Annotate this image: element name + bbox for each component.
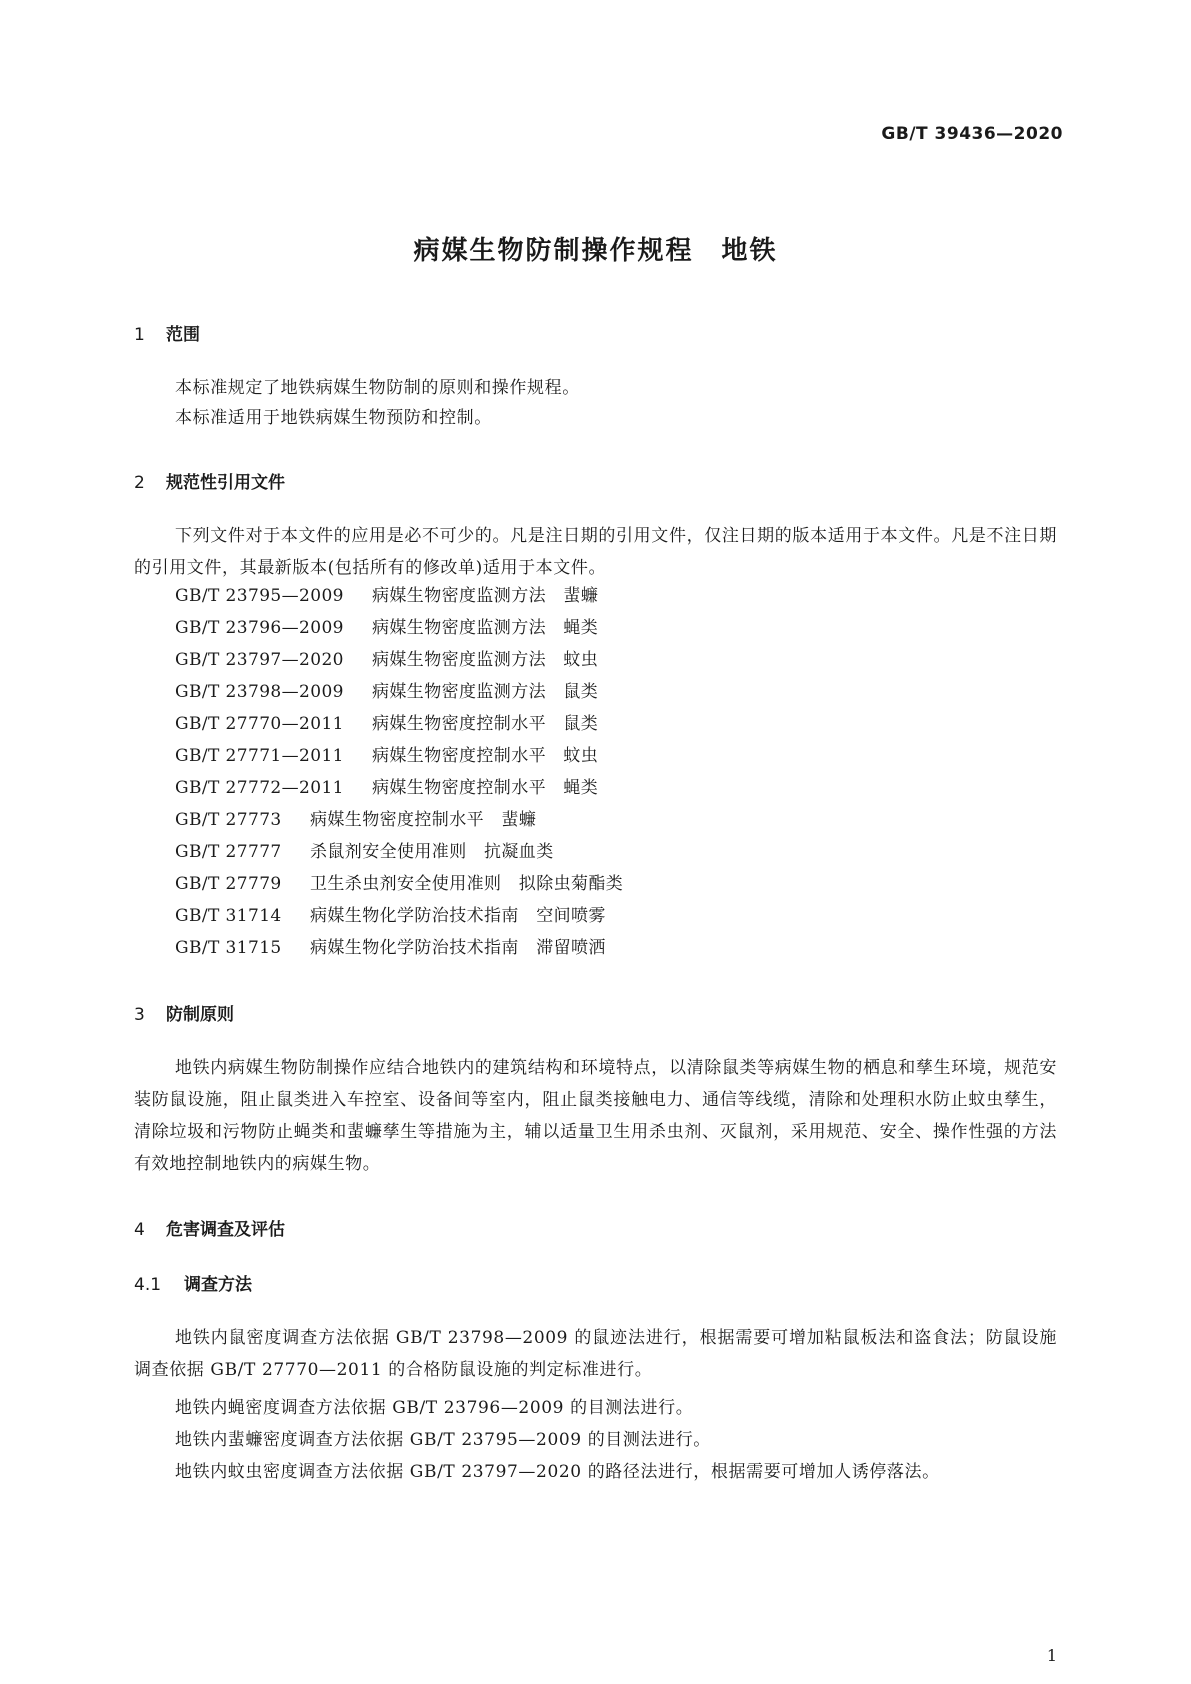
reference-code: GB/T 27771—2011 — [175, 746, 344, 766]
section-1-heading — [134, 320, 200, 345]
section-1-line-1: 本标准规定了地铁病媒生物防制的原则和操作规程。 — [175, 378, 580, 398]
section-number: 1 — [134, 325, 145, 345]
section-title: 防制原则 — [166, 1005, 234, 1025]
standard-code: GB/T 39436—2020 — [881, 124, 1063, 144]
reference-item — [175, 900, 623, 932]
reference-code: GB/T 31715 — [175, 938, 282, 958]
reference-item — [175, 868, 623, 900]
reference-title: 病媒生物密度控制水平 蝇类 — [372, 778, 599, 798]
reference-title: 卫生杀虫剂安全使用准则 拟除虫菊酯类 — [310, 874, 624, 894]
section-title: 危害调查及评估 — [166, 1220, 285, 1240]
reference-title: 病媒生物密度控制水平 鼠类 — [372, 714, 599, 734]
reference-item — [175, 932, 623, 964]
reference-code: GB/T 27777 — [175, 842, 282, 862]
subsection-4-1-paragraph-4: 地铁内蚊虫密度调查方法依据 GB/T 23797—2020 的路径法进行，根据需要可增加人诱停落法。 — [175, 1462, 940, 1482]
section-title: 规范性引用文件 — [166, 473, 285, 493]
section-number: 3 — [134, 1005, 145, 1025]
reference-item — [175, 804, 623, 836]
reference-item — [175, 644, 623, 676]
section-title: 范围 — [166, 325, 200, 345]
section-number: 2 — [134, 473, 145, 493]
reference-title: 病媒生物密度监测方法 蚊虫 — [372, 650, 599, 670]
section-1-line-2: 本标准适用于地铁病媒生物预防和控制。 — [175, 408, 492, 428]
reference-item — [175, 676, 623, 708]
reference-code: GB/T 23798—2009 — [175, 682, 344, 702]
reference-title: 病媒生物密度监测方法 鼠类 — [372, 682, 599, 702]
section-4-heading — [134, 1215, 285, 1240]
reference-code: GB/T 27773 — [175, 810, 282, 830]
reference-code: GB/T 27772—2011 — [175, 778, 344, 798]
reference-title: 病媒生物密度控制水平 蚊虫 — [372, 746, 599, 766]
reference-code: GB/T 23796—2009 — [175, 618, 344, 638]
reference-title: 病媒生物化学防治技术指南 滞留喷洒 — [310, 938, 606, 958]
subsection-4-1-paragraph-2: 地铁内蝇密度调查方法依据 GB/T 23796—2009 的目测法进行。 — [175, 1398, 694, 1418]
page-number: 1 — [1046, 1646, 1057, 1665]
reference-code: GB/T 23797—2020 — [175, 650, 344, 670]
section-2-heading — [134, 468, 285, 493]
reference-code: GB/T 27770—2011 — [175, 714, 344, 734]
reference-item — [175, 772, 623, 804]
reference-title: 病媒生物密度监测方法 蜚蠊 — [372, 586, 599, 606]
reference-code: GB/T 23795—2009 — [175, 586, 344, 606]
section-number: 4.1 — [134, 1275, 162, 1295]
subsection-4-1-heading — [134, 1270, 252, 1295]
section-number: 4 — [134, 1220, 145, 1240]
reference-title: 杀鼠剂安全使用准则 抗凝血类 — [310, 842, 554, 862]
section-3-text: 地铁内病媒生物防制操作应结合地铁内的建筑结构和环境特点，以清除鼠类等病媒生物的栖息和孳生环境，规范安装防鼠设施，阻止鼠类进入车控室、设备间等室内，阻止鼠类接触电力、通信等线缆，清除和处理积水防止蚊虫孳生，清除垃圾和污物防止蝇类和蜚蠊孳生等措施为主，辅以适量卫生用杀虫剂、灭鼠剂，采用规范、安全、操作性强的方法有效地控制地铁内的病媒生物。 — [134, 1058, 1057, 1174]
reference-title: 病媒生物密度控制水平 蜚蠊 — [310, 810, 537, 830]
subsection-4-1-paragraph-1: 地铁内鼠密度调查方法依据 GB/T 23798—2009 的鼠迹法进行，根据需要可增加粘鼠板法和盗食法；防鼠设施调查依据 GB/T 27770—2011 的合格防鼠设施的判定标准进行。 — [134, 1328, 1057, 1380]
reference-title: 病媒生物密度监测方法 蝇类 — [372, 618, 599, 638]
document-title: 病媒生物防制操作规程 地铁 — [413, 236, 778, 266]
reference-item — [175, 740, 623, 772]
reference-item — [175, 612, 623, 644]
reference-code: GB/T 31714 — [175, 906, 282, 926]
section-title: 调查方法 — [184, 1275, 252, 1295]
reference-item — [175, 708, 623, 740]
section-2-intro: 下列文件对于本文件的应用是必不可少的。凡是注日期的引用文件，仅注日期的版本适用于本文件。凡是不注日期的引用文件，其最新版本(包括所有的修改单)适用于本文件。 — [134, 526, 1057, 578]
reference-item — [175, 580, 623, 612]
reference-list — [175, 580, 623, 964]
reference-item — [175, 836, 623, 868]
reference-code: GB/T 27779 — [175, 874, 282, 894]
subsection-4-1-paragraph-3: 地铁内蜚蠊密度调查方法依据 GB/T 23795—2009 的目测法进行。 — [175, 1430, 711, 1450]
section-3-heading — [134, 1000, 234, 1025]
reference-title: 病媒生物化学防治技术指南 空间喷雾 — [310, 906, 606, 926]
